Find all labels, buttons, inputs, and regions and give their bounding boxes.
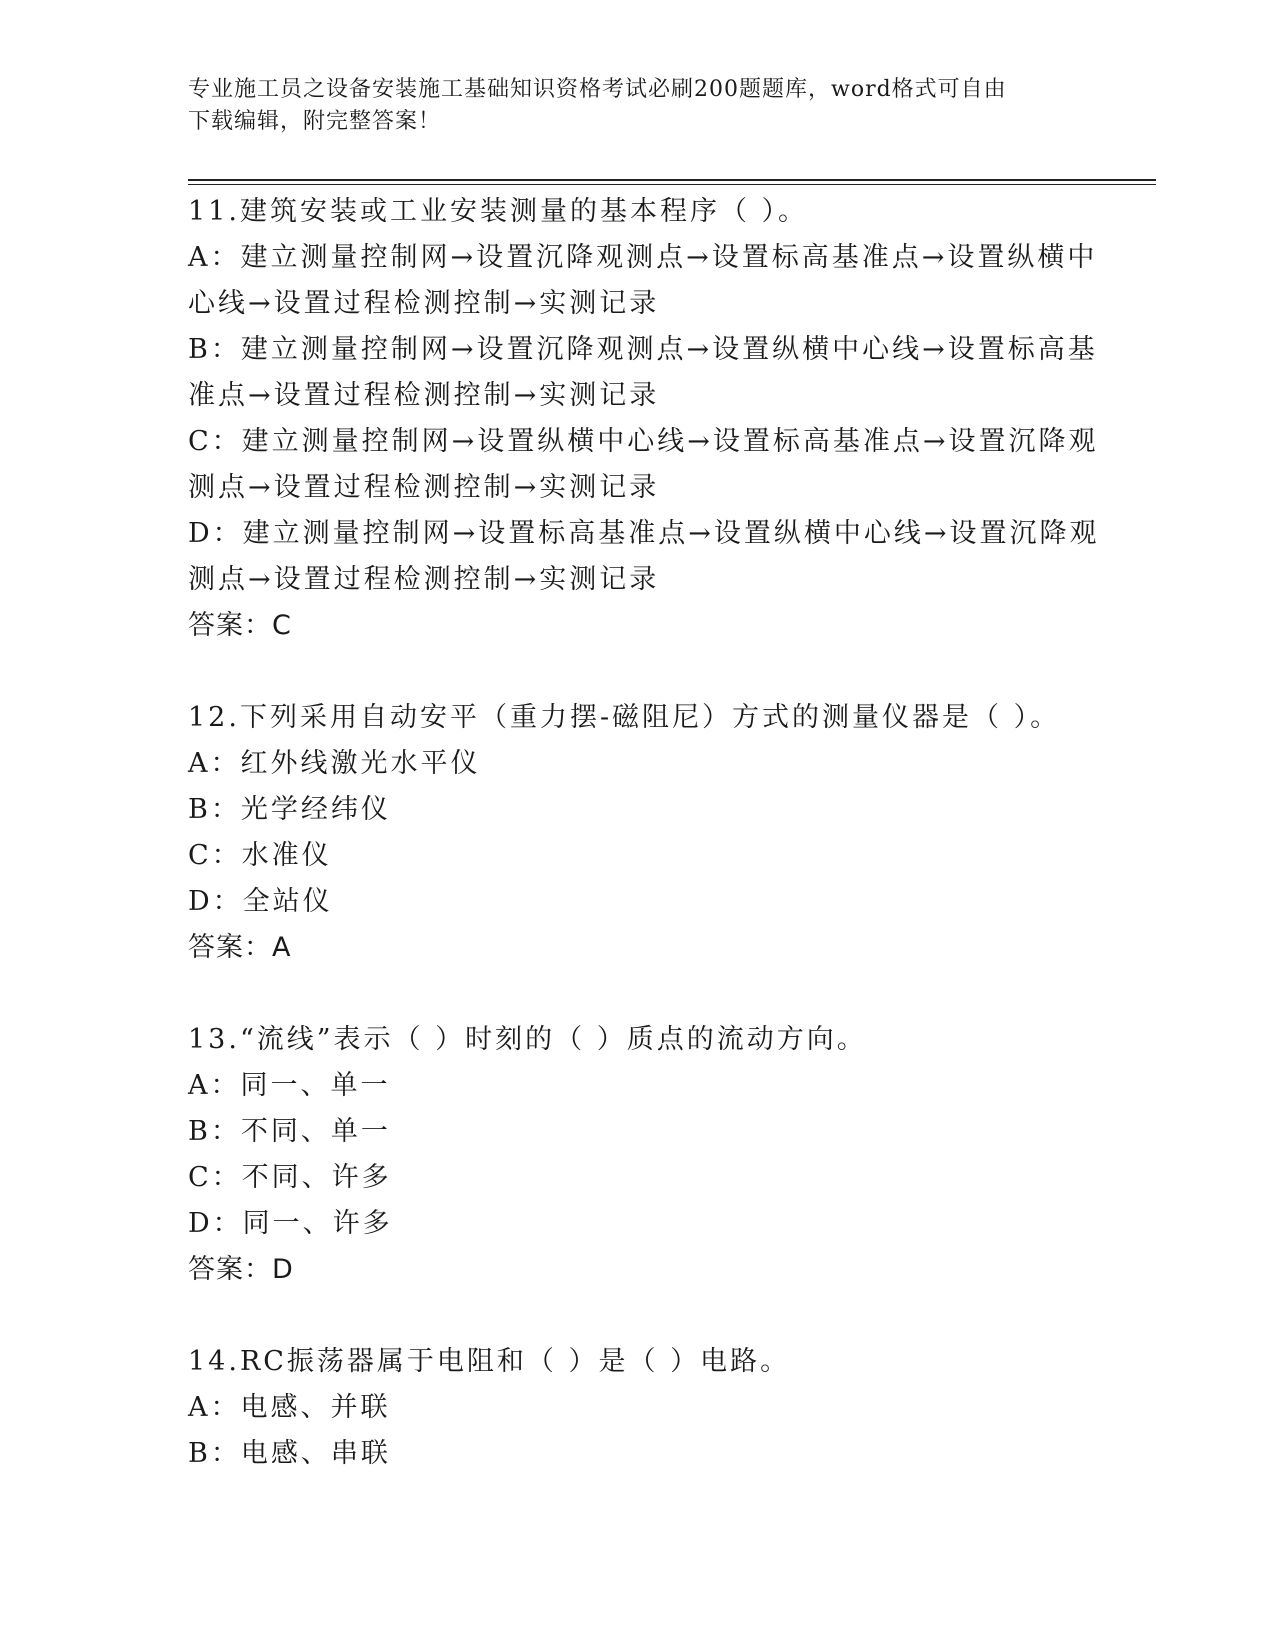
question-12 (188, 695, 1088, 971)
option-c: C：不同、许多 (188, 1162, 392, 1193)
option-b: B：光学经纬仪 (188, 794, 391, 825)
question-stem: 14.RC振荡器属于电阻和（ ）是（ ）电路。 (188, 1346, 791, 1377)
question-14 (188, 1339, 1088, 1477)
option-a: A：红外线激光水平仪 (188, 748, 481, 779)
option-a: A：电感、并联 (188, 1392, 391, 1423)
question-spacer (188, 649, 1088, 695)
option-b (188, 327, 1098, 419)
option-b-line-1: B：建立测量控制网→设置沉降观测点→设置纵横中心线→设置标高基 (188, 334, 1098, 365)
header-line-1: 专业施工员之设备安装施工基础知识资格考试必刷200题题库，word格式可自由 (188, 77, 1007, 102)
option-a: A：同一、单一 (188, 1070, 391, 1101)
answer-label: 答案：A (188, 932, 292, 963)
header-divider-thin (188, 184, 1156, 185)
option-b: B：电感、串联 (188, 1438, 391, 1469)
option-a-line-1: A：建立测量控制网→设置沉降观测点→设置标高基准点→设置纵横中 (188, 242, 1098, 273)
answer-label: 答案：D (188, 1254, 294, 1285)
header-divider-thick (188, 179, 1156, 181)
question-stem: 12.下列采用自动安平（重力摆-磁阻尼）方式的测量仪器是（ ）。 (188, 702, 1061, 733)
question-11 (188, 189, 1100, 649)
option-d (188, 511, 1100, 603)
question-spacer (188, 1293, 1088, 1339)
option-d-line-1: D：建立测量控制网→设置标高基准点→设置纵横中心线→设置沉降观 (188, 518, 1100, 549)
answer-label: 答案：C (188, 610, 292, 641)
option-a (188, 235, 1098, 327)
option-d: D：全站仪 (188, 886, 333, 917)
option-b: B：不同、单一 (188, 1116, 391, 1147)
option-c-line-1: C：建立测量控制网→设置纵横中心线→设置标高基准点→设置沉降观 (188, 426, 1099, 457)
option-c (188, 419, 1099, 511)
question-spacer (188, 971, 1088, 1017)
option-c-line-2: 测点→设置过程检测控制→实测记录 (188, 472, 660, 503)
document-header (188, 74, 1068, 138)
option-c: C：水准仪 (188, 840, 332, 871)
option-d: D：同一、许多 (188, 1208, 393, 1239)
option-d-line-2: 测点→设置过程检测控制→实测记录 (188, 564, 660, 595)
option-b-line-2: 准点→设置过程检测控制→实测记录 (188, 380, 660, 411)
question-stem: 13.“流线”表示（ ）时刻的（ ）质点的流动方向。 (188, 1024, 867, 1055)
header-line-2: 下载编辑，附完整答案！ (188, 109, 442, 134)
option-a-line-2: 心线→设置过程检测控制→实测记录 (188, 288, 660, 319)
question-list (188, 189, 1100, 1477)
question-stem: 11.建筑安装或工业安装测量的基本程序（ ）。 (188, 196, 809, 227)
question-13 (188, 1017, 1088, 1293)
